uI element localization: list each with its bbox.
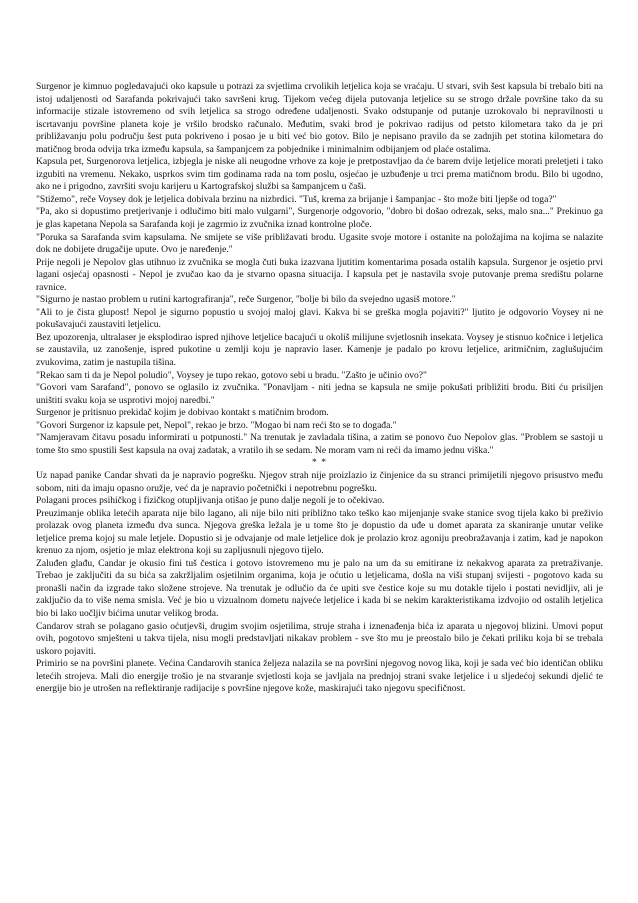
paragraph: "Poruka sa Sarafanda svim kapsulama. Ne smijete se više približavati brodu. Ugasite svoje motore i ostanite na položajima na kojima se nalazite dok ne dobijete drugačije upute. Ovo je naređenje." <box>36 231 603 256</box>
paragraph: Primirio se na površini planete. Većina Candarovih stanica željeza nalazila se na površini njegovog novog lika, koji je sada već bio identičan obliku letećih strojeva. Mali dio energije trošio je na stvaranje svjetlosti koja se javljala na prednjoj strani svake letjelice i u sljedećoj sekundi djelić te energije bio je utrošen na reflektiranje radijacije s površine njegove kože, maskirajući tako njegovu specifičnost. <box>36 658 603 695</box>
paragraph: Surgenor je kimnuo pogledavajući oko kapsule u potrazi za svjetlima crvolikih letjelica koja se vraćaju. U stvari, svih šest kapsula bi trebalo biti na istoj udaljenosti od Sarafanda pokrivajući tako savršeni krug. Tijekom većeg dijela putovanja letjelice su se strogo držale površine tako da su informacije stizale istovremeno od svih letjelica sa strogo određene udaljenosti. Svako odstupanje od putanje uzrokovalo bi nepravilnosti u iscrtavanju površine planeta koje je vršilo brodsko računalo. Međutim, svaki brod je pokrivao radijus od petsto kilometara tako da je pri približavanju polu području šest puta pokriveno i posao je u biti već bio gotov. Bilo je nepisano pravilo da se zadnjih pet stotina kilometara do matičnog broda odvija trka između kapsula, sa šampanjcem za pobjednike i minimalnim odbijanjem od plaće ostalima. <box>36 81 603 155</box>
paragraph: "Namjeravam čitavu posadu informirati u potpunosti." Na trenutak je zavladala tišina, a zatim se ponovo čuo Nepolov glas. "Problem se sastoji u tome što smo spustili šest kapsula na ovaj zadatak, a vratilo ih se sedam. Ne moram vam ni reći da imamo jednu viška." <box>36 432 603 456</box>
paragraph: Prije negoli je Nepolov glas utihnuo iz zvučnika se mogla čuti buka izazvana ljutitim komentarima posada ostalih kapsula. Surgenor je osjetio prvi lagani osjećaj opasnosti - Nepol je zvučao kao da je stvarno opasna situacija. I kapsula pet je nastavila svoje putovanje prema središtu polarne ravnice. <box>36 256 603 293</box>
paragraph: Bez upozorenja, ultralaser je eksplodirao ispred njihove letjelice bacajući u okoliš milijune svjetlosnih insekata. Voysey je stisnuo kočnice i letjelica se zaustavila, uz zanošenje, ispred pukotine u zemlji koju je napravio laser. Kamenje je padalo po krovu letjelice, aritmičnim, zaglušujućim zvukovima, zatim je nastupila tišina. <box>36 331 603 369</box>
paragraph: Surgenor je pritisnuo prekidač kojim je dobivao kontakt s matičnim brodom. <box>36 407 329 419</box>
paragraph: Kapsula pet, Surgenorova letjelica, izbjegla je niske ali neugodne vrhove za koje je pretpostavljao da će barem dvije letjelice morati preletjeti i tako izgubiti na vremenu. Nekako, usprkos svim tim godinama rada na tom poslu, osjećao je uzbuđenje u trci prema matičnom brodu. Bilo bi ugodno, ako ne i prigodno, završiti svoju karijeru u Kartografskoj službi sa šampanjcem u čaši. <box>36 156 603 193</box>
document-body-part-1 <box>36 81 603 457</box>
paragraph: "Sigurno je nastao problem u rutini kartografiranja", reče Surgenor, "bolje bi bilo da svejedno ugasiš motore." <box>36 294 456 306</box>
paragraph: Candarov strah se polagano gasio oćutjevši, drugim svojim osjetilima, struje straha i iznenađenja bića iz aparata u njegovoj blizini. Umovi poput ovih, pogotovo smješteni u takva tijela, nisu mogli predstavljati nikakav problem - sve što mu je preostalo bilo je čekati priliku koja bi se trebala uskoro pojaviti. <box>36 620 603 657</box>
section-divider: * * <box>312 457 327 469</box>
paragraph: Zaluđen glađu, Candar je okusio fini tuš čestica i gotovo istovremeno mu je palo na um da su emitirane iz nekakvog aparata za pretraživanje. Trebao je zaključiti da su bića sa zakržljalim osjetilnim organima, koja je oćutio u letjelicama, došla na viši stupanj svijesti - pogotovo kada su pronašli način da izgrade tako složene strojeve. Na trenutak je odlučio da će upiti sve čestice koje su mu dotakle tijelo i postati nevidljiv, ali je zaključio da to više nema smisla. Već je bio u vizualnom dometu najveće letjelice i kada bi se nekim karakteristikama izdvojio od ostalih letjelica bio bi lako uočljiv bićima unutar velikog broda. <box>36 557 603 619</box>
paragraph: Preuzimanje oblika letećih aparata nije bilo lagano, ali nije bilo niti približno tako teško kao mijenjanje svake stanice svog tijela kako bi preživio prolazak ovog planeta između dva sunca. Njegova greška ležala je u tome što je dopustio da uđe u domet aparata za skaniranje unutar velike letjelice prema kojoj su male letjele. Dopustio si je odvajanje od male letjelice dok je prolazio kroz agoniju preobražavanja i zatim, kad je napokon krenuo za njom, osjetio je mlaz elektrona koji su zapljusnuli njegovo tijelo. <box>36 507 603 557</box>
paragraph: "Stižemo", reče Voysey dok je letjelica dobivala brzinu na nizbrdici. "Tuš, krema za brijanje i šampanjac - što može biti ljepše od toga?" <box>36 193 557 205</box>
paragraph: "Govori vam Sarafand", ponovo se oglasilo iz zvučnika. "Ponavljam - niti jedna se kapsula ne smije pokušati približiti brodu. Biti ću prisiljen uništiti svaku koja se usprotivi mojoj naredbi." <box>36 382 603 406</box>
paragraph: Polagani proces psihičkog i fizičkog otupljivanja otišao je puno dalje negoli je to očekivao. <box>36 495 385 507</box>
document-page <box>36 81 603 696</box>
paragraph: Uz napad panike Candar shvati da je napravio pogrešku. Njegov strah nije proizlazio iz činjenice da su stranci primijetili njegovo prisustvo među sobom, niti da imaju opasno oružje, već da je napravio početnički i nepotrebnu pogrešku. <box>36 469 603 494</box>
paragraph: "Pa, ako si dopustimo pretjerivanje i odlučimo biti malo vulgarni", Surgenorje odgovorio, "dobro bi došao odrezak, seks, malo sna..." Prekinuo ga je glas kapetana Nepola sa Sarafanda koji je zagrmio iz zvučnika iznad kontrolne ploče. <box>36 206 603 231</box>
paragraph: "Ali to je čista glupost! Nepol je sigurno popustio u svojoj maloj glavi. Kakva bi se greška mogla pojaviti?" ljutito je odgovorio Voysey ni ne pokušavajući zaustaviti letjelicu. <box>36 306 603 331</box>
paragraph: "Govori Surgenor iz kapsule pet, Nepol", rekao je brzo. "Mogao bi nam reći što se to događa." <box>36 419 397 431</box>
document-body-part-2 <box>36 470 603 696</box>
paragraph: "Rekao sam ti da je Nepol poludio", Voysey je tupo rekao, gotovo sebi u bradu. "Zašto je učinio ovo?" <box>36 369 427 381</box>
